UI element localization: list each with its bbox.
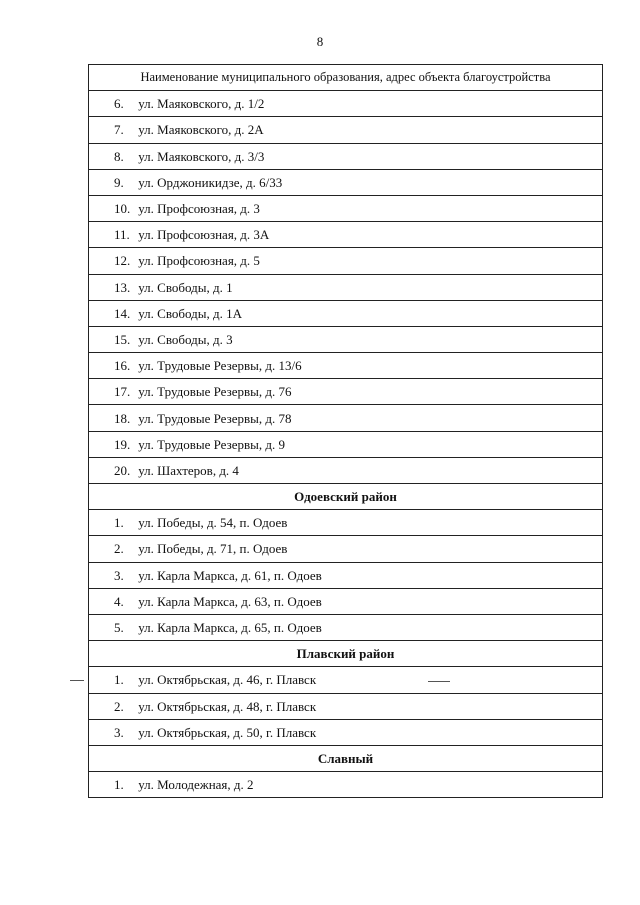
item-address: ул. Карла Маркса, д. 65, п. Одоев bbox=[138, 620, 322, 636]
item-number: 7. bbox=[114, 122, 124, 138]
table-row bbox=[89, 772, 603, 798]
item-address: ул. Шахтеров, д. 4 bbox=[138, 462, 239, 478]
table-row bbox=[89, 379, 603, 405]
item-number: 8. bbox=[114, 148, 124, 164]
item-address: ул. Октябрьская, д. 50, г. Плавск bbox=[138, 724, 317, 740]
address-cell bbox=[89, 510, 603, 536]
item-address: ул. Октябрьская, д. 48, г. Плавск bbox=[138, 698, 317, 714]
item-address: ул. Свободы, д. 1А bbox=[138, 305, 242, 321]
address-cell bbox=[89, 195, 603, 221]
address-cell bbox=[89, 693, 603, 719]
table-row bbox=[89, 614, 603, 640]
item-number: 1. bbox=[114, 515, 124, 531]
item-number: 19. bbox=[114, 436, 131, 452]
item-number: 17. bbox=[114, 384, 131, 400]
table-row bbox=[89, 91, 603, 117]
item-number: 14. bbox=[114, 305, 131, 321]
table-row bbox=[89, 510, 603, 536]
address-cell bbox=[89, 562, 603, 588]
item-address: ул. Маяковского, д. 1/2 bbox=[138, 96, 265, 112]
address-cell bbox=[89, 431, 603, 457]
item-number: 16. bbox=[114, 358, 131, 374]
scan-mark bbox=[70, 680, 84, 681]
table-row bbox=[89, 326, 603, 352]
table-header-row bbox=[89, 65, 603, 91]
table-row bbox=[89, 222, 603, 248]
table-row bbox=[89, 143, 603, 169]
table-row bbox=[89, 353, 603, 379]
address-cell bbox=[89, 326, 603, 352]
scan-mark bbox=[428, 681, 450, 682]
address-cell bbox=[89, 772, 603, 798]
address-cell bbox=[89, 719, 603, 745]
table-row bbox=[89, 274, 603, 300]
item-number: 5. bbox=[114, 620, 124, 636]
table-row bbox=[89, 300, 603, 326]
item-number: 18. bbox=[114, 410, 131, 426]
item-address: ул. Молодежная, д. 2 bbox=[138, 777, 254, 793]
section-row bbox=[89, 641, 603, 667]
section-title: Одоевский район bbox=[89, 484, 603, 510]
item-address: ул. Победы, д. 54, п. Одоев bbox=[138, 515, 288, 531]
item-address: ул. Профсоюзная, д. 3А bbox=[138, 227, 270, 243]
item-number: 2. bbox=[114, 698, 124, 714]
item-address: ул. Октябрьская, д. 46, г. Плавск bbox=[138, 672, 317, 688]
item-address: ул. Карла Маркса, д. 61, п. Одоев bbox=[138, 567, 322, 583]
table-header-cell: Наименование муниципального образования, адрес объекта благоустройства bbox=[89, 65, 603, 91]
item-number: 6. bbox=[114, 96, 124, 112]
address-cell bbox=[89, 169, 603, 195]
item-number: 3. bbox=[114, 724, 124, 740]
section-title: Славный bbox=[89, 745, 603, 771]
section-row bbox=[89, 484, 603, 510]
item-address: ул. Победы, д. 71, п. Одоев bbox=[138, 541, 288, 557]
item-address: ул. Трудовые Резервы, д. 76 bbox=[138, 384, 292, 400]
item-number: 20. bbox=[114, 462, 131, 478]
address-cell bbox=[89, 248, 603, 274]
item-number: 4. bbox=[114, 593, 124, 609]
item-address: ул. Трудовые Резервы, д. 78 bbox=[138, 410, 292, 426]
address-cell bbox=[89, 457, 603, 483]
table-row bbox=[89, 457, 603, 483]
item-address: ул. Профсоюзная, д. 5 bbox=[138, 253, 260, 269]
address-cell bbox=[89, 667, 603, 693]
table-row bbox=[89, 562, 603, 588]
item-address: ул. Трудовые Резервы, д. 13/6 bbox=[138, 358, 302, 374]
address-cell bbox=[89, 379, 603, 405]
table-row bbox=[89, 536, 603, 562]
address-cell bbox=[89, 300, 603, 326]
item-number: 1. bbox=[114, 672, 124, 688]
table-row bbox=[89, 431, 603, 457]
address-cell bbox=[89, 614, 603, 640]
item-number: 9. bbox=[114, 174, 124, 190]
address-cell bbox=[89, 353, 603, 379]
item-number: 12. bbox=[114, 253, 131, 269]
address-cell bbox=[89, 588, 603, 614]
item-number: 15. bbox=[114, 331, 131, 347]
table-row bbox=[89, 117, 603, 143]
table-body bbox=[89, 65, 603, 798]
table-row bbox=[89, 248, 603, 274]
address-cell bbox=[89, 222, 603, 248]
table-row bbox=[89, 169, 603, 195]
table-row bbox=[89, 405, 603, 431]
address-cell bbox=[89, 405, 603, 431]
table-row bbox=[89, 195, 603, 221]
item-address: ул. Карла Маркса, д. 63, п. Одоев bbox=[138, 593, 322, 609]
address-cell bbox=[89, 91, 603, 117]
table-row bbox=[89, 693, 603, 719]
item-number: 2. bbox=[114, 541, 124, 557]
addresses-table bbox=[88, 64, 603, 798]
section-title: Плавский район bbox=[89, 641, 603, 667]
item-address: ул. Профсоюзная, д. 3 bbox=[138, 201, 260, 217]
address-cell bbox=[89, 117, 603, 143]
address-cell bbox=[89, 143, 603, 169]
page-number: 8 bbox=[316, 34, 324, 49]
item-number: 10. bbox=[114, 201, 131, 217]
item-address: ул. Свободы, д. 3 bbox=[138, 331, 233, 347]
item-address: ул. Маяковского, д. 3/3 bbox=[138, 148, 265, 164]
address-cell bbox=[89, 536, 603, 562]
item-address: ул. Трудовые Резервы, д. 9 bbox=[138, 436, 286, 452]
item-number: 1. bbox=[114, 777, 124, 793]
item-number: 11. bbox=[114, 227, 130, 243]
section-row bbox=[89, 745, 603, 771]
table-row bbox=[89, 588, 603, 614]
address-cell bbox=[89, 274, 603, 300]
table-row bbox=[89, 667, 603, 693]
item-address: ул. Орджоникидзе, д. 6/33 bbox=[138, 174, 283, 190]
item-number: 13. bbox=[114, 279, 131, 295]
item-address: ул. Маяковского, д. 2А bbox=[138, 122, 264, 138]
item-address: ул. Свободы, д. 1 bbox=[138, 279, 233, 295]
item-number: 3. bbox=[114, 567, 124, 583]
table-row bbox=[89, 719, 603, 745]
